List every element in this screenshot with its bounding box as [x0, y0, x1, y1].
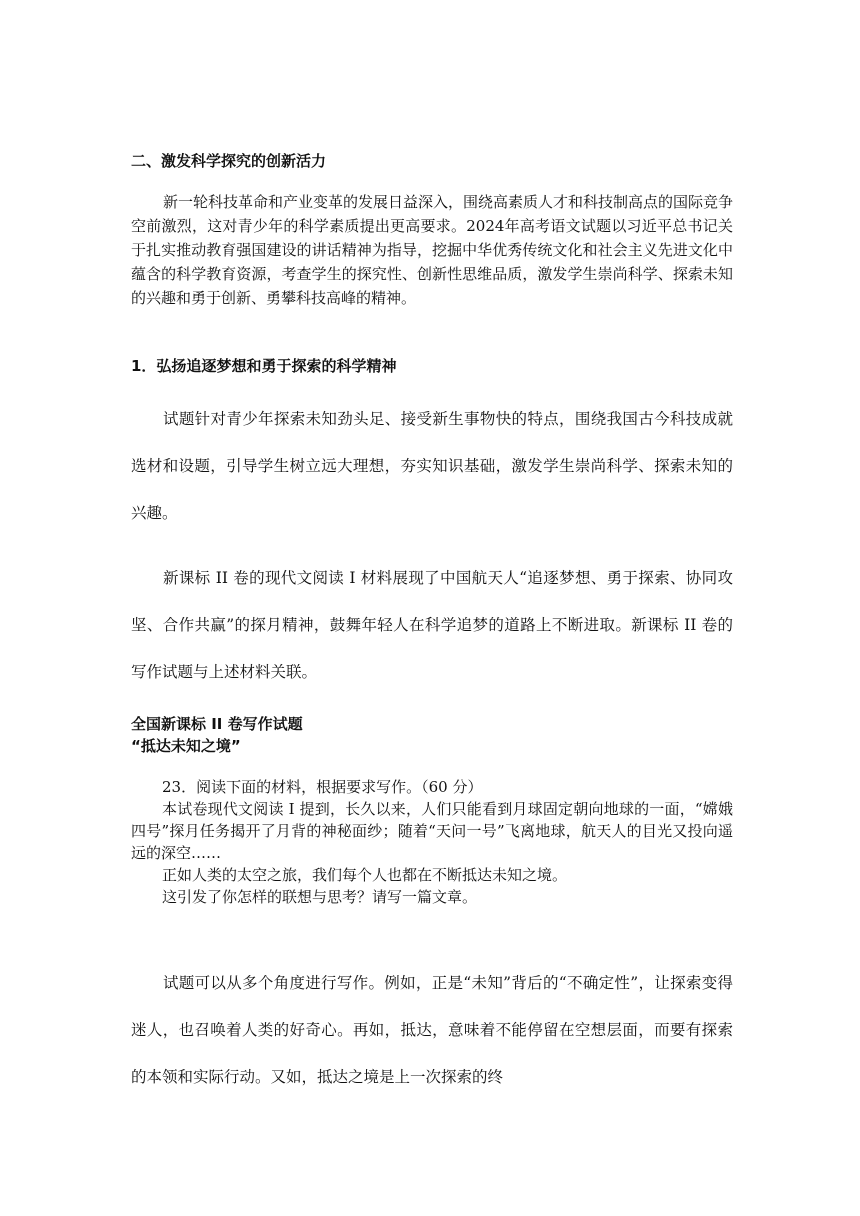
- analysis-paragraph: 试题可以从多个角度进行写作。例如，正是“未知”背后的“不确定性”，让探索变得迷人，也召唤着人类的好奇心。再如，抵达，意味着不能停留在空想层面，而要有探索的本领和实际行动。又如，抵达之境是上一次探索的终: [131, 974, 733, 1086]
- question-material-line: 本试卷现代文阅读 I 提到，长久以来，人们只能看到月球固定朝向地球的一面，“嫦娥四号”探月任务揭开了月背的神秘面纱；随着“天问一号”飞离地球，航天人的目光又投向遥远的深空……: [131, 800, 733, 862]
- subsection-paragraph-1: 试题针对青少年探索未知劲头足、接受新生事物快的特点，围绕我国古今科技成就选材和设题，引导学生树立远大理想，夯实知识基础，激发学生崇尚科学、探索未知的兴趣。: [131, 410, 733, 522]
- question-task-line: 这引发了你怎样的联想与思考？请写一篇文章。: [162, 888, 478, 906]
- subsection-paragraph-2: 新课标 II 卷的现代文阅读 I 材料展现了中国航天人“追逐梦想、勇于探索、协同攻坚、合作共赢”的探月精神，鼓舞年轻人在科学追梦的道路上不断进取。新课标 II 卷的写作试题与上述材料关联。: [131, 569, 733, 681]
- question-number-line: 23．阅读下面的材料，根据要求写作。（60 分）: [162, 778, 483, 796]
- section-heading: 二、激发科学探究的创新活力: [131, 152, 327, 170]
- exam-subtitle: “抵达未知之境”: [131, 737, 241, 755]
- section-intro-paragraph: 新一轮科技革命和产业变革的发展日益深入，围绕高素质人才和科技制高点的国际竞争空前激烈，这对青少年的科学素质提出更高要求。2024年高考语文试题以习近平总书记关于扎实推动教育强国建设的讲话精神为指导，挖掘中华优秀传统文化和社会主义先进文化中蕴含的科学教育资源，考查学生的探究性、创新性思维品质，激发学生崇尚科学、探索未知的兴趣和勇于创新、勇攀科技高峰的精神。: [131, 193, 734, 307]
- subsection-heading: 1．弘扬追逐梦想和勇于探索的科学精神: [131, 357, 397, 375]
- exam-question: [131, 776, 733, 908]
- exam-title: 全国新课标 II 卷写作试题: [131, 715, 303, 733]
- question-prompt-line: 正如人类的太空之旅，我们每个人也都在不断抵达未知之境。: [162, 866, 568, 884]
